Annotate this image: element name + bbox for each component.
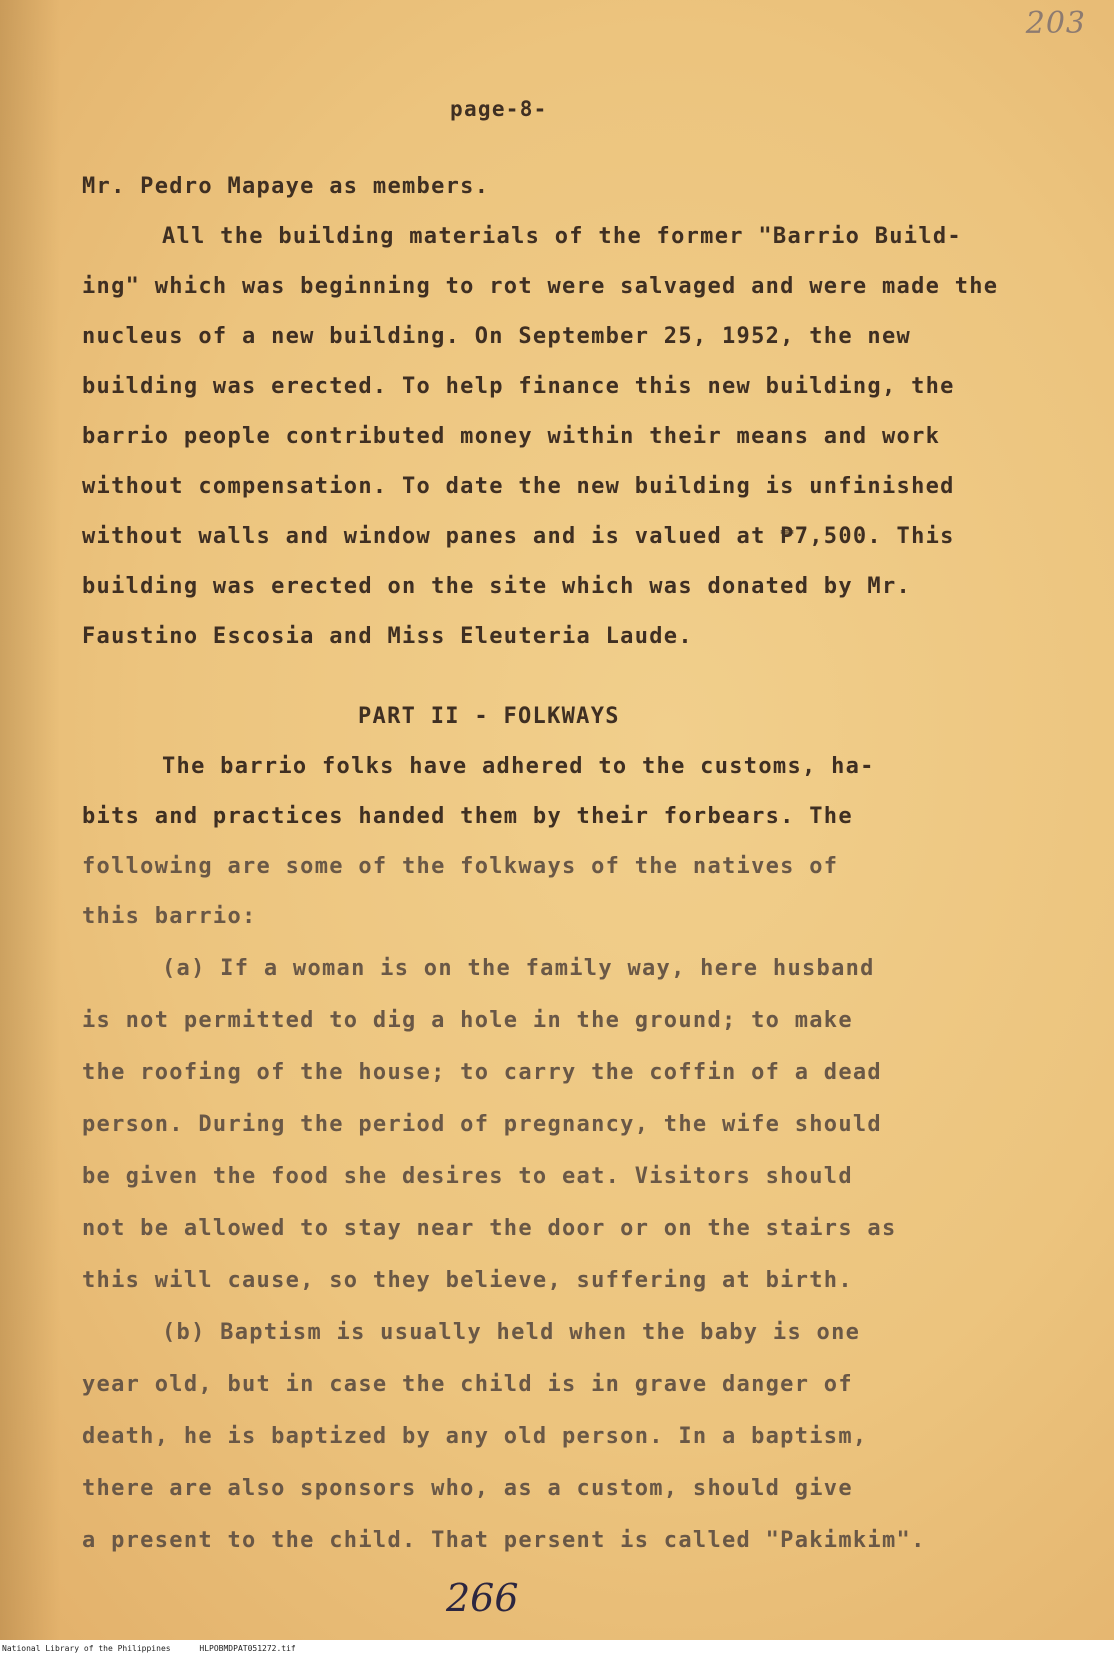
text-line: (b) Baptism is usually held when the baby is one — [162, 1320, 861, 1345]
corner-page-number: 203 — [1025, 6, 1086, 41]
text-line: death, he is baptized by any old person. In a baptism, — [82, 1424, 868, 1449]
text-line: be given the food she desires to eat. Visitors should — [82, 1164, 853, 1189]
section-heading: PART II - FOLKWAYS — [358, 704, 620, 729]
handwritten-page-number: 266 — [446, 1576, 519, 1620]
text-line: this will cause, so they believe, suffering at birth. — [82, 1268, 853, 1293]
text-line: without walls and window panes and is valued at ₱7,500. This — [82, 524, 955, 549]
text-line: Mr. Pedro Mapaye as members. — [82, 174, 490, 199]
text-line: there are also sponsors who, as a custom, should give — [82, 1476, 853, 1501]
text-line: the roofing of the house; to carry the coffin of a dead — [82, 1060, 882, 1085]
footer-library: National Library of the Philippines — [2, 1644, 171, 1653]
page-edge-shadow — [0, 0, 60, 1640]
text-line: ing" which was beginning to rot were salvaged and were made the — [82, 274, 999, 299]
text-line: following are some of the folkways of the natives of — [82, 854, 839, 879]
text-line: bits and practices handed them by their forbears. The — [82, 804, 853, 829]
text-line: barrio people contributed money within their means and work — [82, 424, 941, 449]
text-line: without compensation. To date the new building is unfinished — [82, 474, 955, 499]
text-line: The barrio folks have adhered to the customs, ha- — [162, 754, 875, 779]
footer-file: HLPOBMDPAT051272.tif — [199, 1644, 296, 1653]
page-header: page-8- — [450, 97, 548, 121]
scan-footer — [0, 1640, 1114, 1658]
text-line: (a) If a woman is on the family way, here husband — [162, 956, 875, 981]
text-line: person. During the period of pregnancy, the wife should — [82, 1112, 882, 1137]
text-line: building was erected on the site which was donated by Mr. — [82, 574, 912, 599]
text-line: year old, but in case the child is in grave danger of — [82, 1372, 853, 1397]
text-line: this barrio: — [82, 904, 257, 929]
text-line: a present to the child. That persent is called "Pakimkim". — [82, 1528, 926, 1553]
text-line: Faustino Escosia and Miss Eleuteria Laude. — [82, 624, 693, 649]
text-line: nucleus of a new building. On September 25, 1952, the new — [82, 324, 912, 349]
text-line: All the building materials of the former "Barrio Build- — [162, 224, 962, 249]
text-line: not be allowed to stay near the door or on the stairs as — [82, 1216, 897, 1241]
text-line: is not permitted to dig a hole in the ground; to make — [82, 1008, 853, 1033]
text-line: building was erected. To help finance this new building, the — [82, 374, 955, 399]
